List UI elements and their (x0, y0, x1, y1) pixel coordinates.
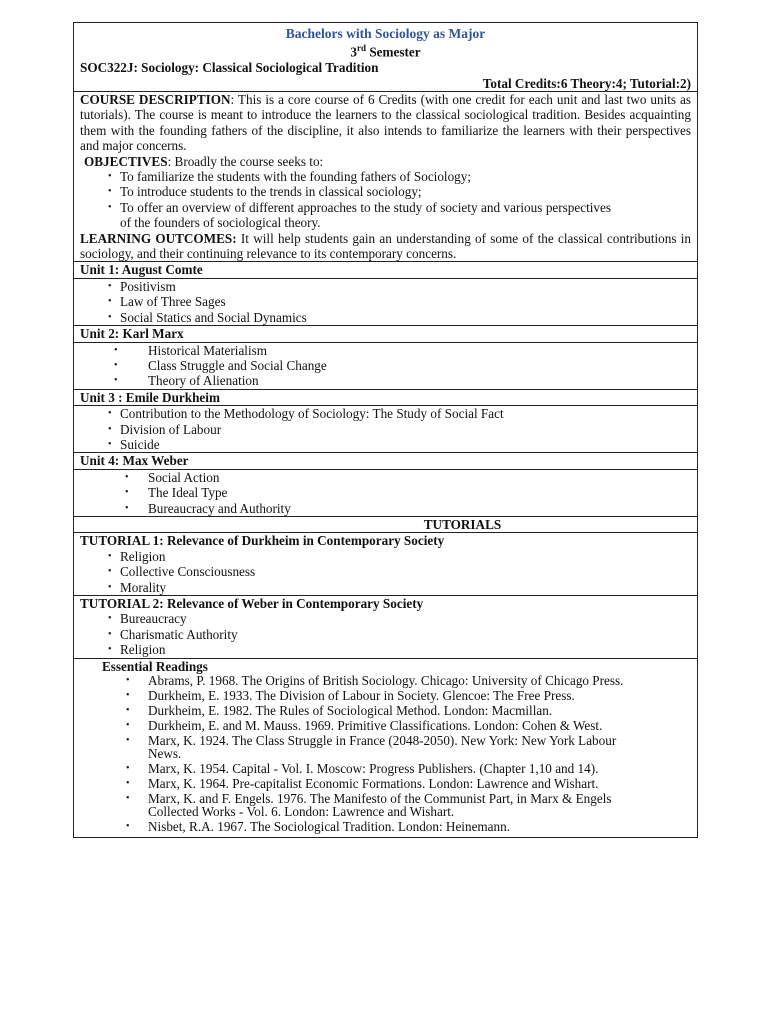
learning-outcomes (80, 231, 691, 262)
unit-2-list (80, 343, 691, 389)
objective-item: • To offer an overview of different approaches to the study of society and various perspectives of the founders of sociological theory. (80, 200, 691, 231)
course-description-cell (74, 92, 697, 262)
topic-item: • Religion (80, 549, 691, 564)
reading-item: • Durkheim, E. 1933. The Division of Labour in Society. Glencoe: The Free Press. (80, 689, 691, 702)
description-text: : This is a core course of 6 Credits (with one credit for each unit and last two units as tutorials). The course is meant to introduce the learners to the classical sociological tradition. Besides acquainting them with the founding fathers of the discipline, it also intends to familiarize the learners with their perspectives and major concerns. (80, 92, 691, 154)
course-code: SOC322J: Sociology: (80, 60, 200, 76)
reading-item: • Marx, K. 1924. The Class Struggle in France (2048-2050). New York: New York Labour News. (80, 734, 691, 760)
topic-item: • Law of Three Sages (80, 294, 691, 309)
semester-suffix: rd (357, 43, 367, 54)
reading-item: • Nisbet, R.A. 1967. The Sociological Tradition. London: Heinemann. (80, 820, 691, 833)
unit-1-topics (74, 279, 697, 326)
reading-item: • Durkheim, E. and M. Mauss. 1969. Primitive Classifications. London: Cohen & West. (80, 719, 691, 732)
topic-item: • Social Statics and Social Dynamics (80, 310, 691, 325)
topic-item: • Positivism (80, 279, 691, 294)
tutorial-2-title: TUTORIAL 2: Relevance of Weber in Contemporary Society (80, 596, 424, 612)
tutorial-2-list (80, 611, 691, 657)
readings-cell (74, 659, 697, 838)
tutorial-1-cell (74, 533, 697, 596)
outcomes-text: It will help students gain an understanding of some of the classical contributions in sociology, and their continuing relevance to its contemporary concerns. (80, 230, 691, 262)
objective-item: • To familiarize the students with the founding fathers of Sociology; (80, 169, 691, 184)
topic-item: • Bureaucracy and Authority (80, 501, 691, 516)
reading-item: • Marx, K. and F. Engels. 1976. The Manifesto of the Communist Part, in Marx & Engels Collected Works - Vol. 6. London: Lawrence and Wishart. (80, 792, 691, 818)
objectives-line (80, 154, 691, 169)
program-title: Bachelors with Sociology as Major (285, 26, 486, 41)
topic-item: • Suicide (80, 437, 691, 452)
unit-3-title: Unit 3 : Emile Durkheim (74, 390, 697, 406)
readings-list (80, 674, 691, 834)
tutorial-2-cell (74, 596, 697, 659)
topic-item: • Collective Consciousness (80, 564, 691, 579)
semester-word: Semester (369, 44, 421, 60)
topic-item: • Religion (80, 642, 691, 657)
objectives-list (80, 169, 691, 231)
semester-line (80, 41, 691, 60)
description-label: COURSE DESCRIPTION (80, 92, 231, 108)
unit-3-list (80, 406, 691, 452)
unit-2-topics (74, 343, 697, 390)
semester-number: 3 (350, 44, 358, 60)
reading-item: • Abrams, P. 1968. The Origins of British Sociology. Chicago: University of Chicago Press. (80, 674, 691, 687)
course-title: Classical Sociological Tradition (202, 60, 379, 76)
credits-line: Total Credits:6 Theory:4; Tutorial:2) (482, 75, 691, 91)
topic-item: • Morality (80, 580, 691, 595)
topic-item: • Class Struggle and Social Change (80, 358, 691, 373)
readings-title: Essential Readings (102, 658, 208, 674)
course-header (74, 23, 697, 92)
syllabus-table (73, 22, 698, 838)
topic-item: • Contribution to the Methodology of Sociology: The Study of Social Fact (80, 406, 691, 421)
tutorials-heading: TUTORIALS (74, 517, 697, 533)
tutorial-1-list (80, 549, 691, 595)
topic-item: • The Ideal Type (80, 485, 691, 500)
topic-item: • Historical Materialism (80, 343, 691, 358)
objectives-intro: : Broadly the course seeks to: (167, 153, 324, 169)
objectives-label: OBJECTIVES (84, 153, 168, 169)
outcomes-label: LEARNING OUTCOMES: (80, 230, 237, 246)
course-line (80, 60, 691, 75)
unit-1-title: Unit 1: August Comte (74, 262, 697, 278)
unit-4-title: Unit 4: Max Weber (74, 453, 697, 469)
topic-item: • Division of Labour (80, 422, 691, 437)
topic-item: • Bureaucracy (80, 611, 691, 626)
tutorial-1-title: TUTORIAL 1: Relevance of Durkheim in Contemporary Society (80, 533, 445, 549)
unit-4-list (80, 470, 691, 516)
unit-2-title: Unit 2: Karl Marx (74, 326, 697, 342)
objective-item: • To introduce students to the trends in classical sociology; (80, 184, 691, 199)
reading-item: • Durkheim, E. 1982. The Rules of Sociological Method. London: Macmillan. (80, 704, 691, 717)
topic-item: • Social Action (80, 470, 691, 485)
unit-4-topics (74, 470, 697, 517)
reading-item: • Marx, K. 1954. Capital - Vol. I. Moscow: Progress Publishers. (Chapter 1,10 and 14). (80, 762, 691, 775)
topic-item: • Theory of Alienation (80, 373, 691, 388)
course-description (80, 92, 691, 154)
unit-3-topics (74, 406, 697, 453)
reading-item: • Marx, K. 1964. Pre-capitalist Economic Formations. London: Lawrence and Wishart. (80, 777, 691, 790)
topic-item: • Charismatic Authority (80, 627, 691, 642)
unit-1-list (80, 279, 691, 325)
